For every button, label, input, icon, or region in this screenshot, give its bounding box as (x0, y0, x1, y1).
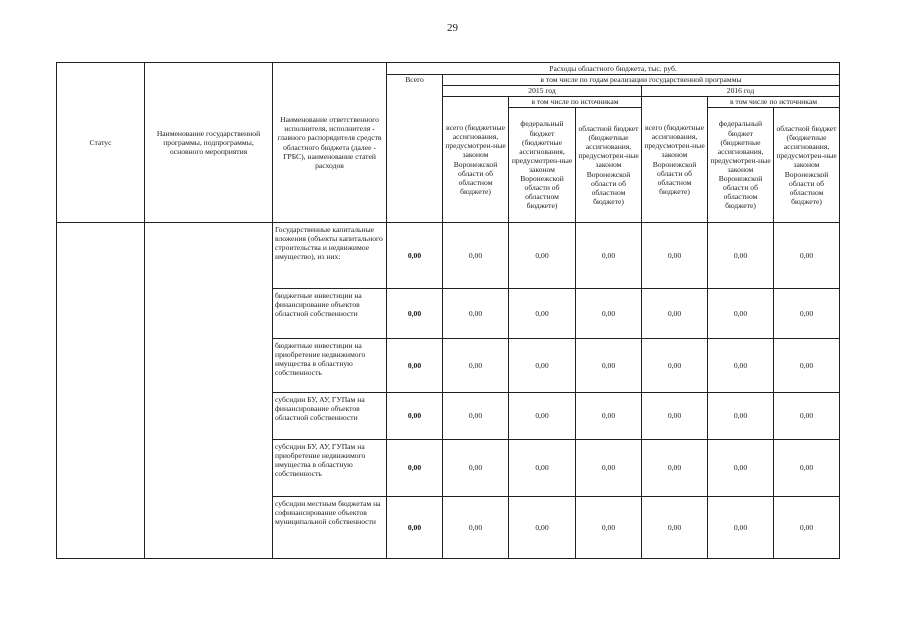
row-value: 0,00 (443, 440, 509, 497)
row-value: 0,00 (443, 289, 509, 339)
col-federal-2015: федеральный бюджет (бюджетные ассигнования, предусмотрен-ные законом Воронежской области об областном бюджете) (509, 108, 576, 223)
row-value: 0,00 (576, 440, 642, 497)
row-value: 0,00 (642, 393, 708, 440)
row-value: 0,00 (774, 339, 840, 393)
row-value: 0,00 (509, 393, 576, 440)
row-value: 0,00 (576, 393, 642, 440)
row-value: 0,00 (774, 497, 840, 559)
row-value: 0,00 (576, 289, 642, 339)
program-name-cell (145, 223, 273, 559)
row-value: 0,00 (708, 223, 774, 289)
row-value: 0,00 (708, 393, 774, 440)
col-total-2016: всего (бюджетные ассигнования, предусмотрен-ные законом Воронежской области об областном бюджете) (642, 97, 708, 223)
page-number: 29 (447, 22, 458, 34)
row-value: 0,00 (387, 393, 443, 440)
row-value: 0,00 (642, 497, 708, 559)
row-value: 0,00 (774, 223, 840, 289)
by-sources-2016: в том числе по источникам (708, 97, 840, 108)
row-value: 0,00 (509, 440, 576, 497)
row-value: 0,00 (642, 440, 708, 497)
col-regional-2016: областной бюджет (бюджетные ассигнования, предусмотрен-ные законом Воронежской области об областном бюджете) (774, 108, 840, 223)
budget-table (56, 62, 840, 559)
row-value: 0,00 (708, 339, 774, 393)
year-2016-header: 2016 год (642, 86, 840, 97)
row-value: 0,00 (509, 223, 576, 289)
row-value: 0,00 (708, 497, 774, 559)
row-value: 0,00 (387, 223, 443, 289)
row-value: 0,00 (708, 289, 774, 339)
row-name: бюджетные инвестиции на приобретение недвижимого имущества в областную собственность (273, 339, 387, 393)
row-value: 0,00 (443, 497, 509, 559)
row-value: 0,00 (642, 289, 708, 339)
row-value: 0,00 (387, 497, 443, 559)
row-name: бюджетные инвестиции на финансирование объектов областной собственности (273, 289, 387, 339)
row-value: 0,00 (642, 339, 708, 393)
row-value: 0,00 (642, 223, 708, 289)
row-value: 0,00 (387, 440, 443, 497)
row-value: 0,00 (387, 339, 443, 393)
row-name: Государственные капитальные вложения (объекты капитального строительства и недвижимое имущество), из них: (273, 223, 387, 289)
status-cell (57, 223, 145, 559)
total-header: Всего (387, 75, 443, 223)
row-name: субсидии БУ, АУ, ГУПам на финансирование объектов областной собственности (273, 393, 387, 440)
table-row (57, 223, 840, 289)
col-regional-2015: областной бюджет (бюджетные ассигнования, предусмотрен-ные законом Воронежской области об областном бюджете) (576, 108, 642, 223)
by-sources-2015: в том числе по источникам (509, 97, 642, 108)
row-value: 0,00 (443, 393, 509, 440)
by-years-header: в том числе по годам реализации государственной программы (443, 75, 840, 86)
responsible-header: Наименование ответственного исполнителя, исполнителя - главного распорядителя средств областного бюджета (далее - ГРБС), наименование статей расходов (273, 63, 387, 223)
row-value: 0,00 (576, 497, 642, 559)
row-value: 0,00 (443, 339, 509, 393)
row-value: 0,00 (774, 440, 840, 497)
col-federal-2016: федеральный бюджет (бюджетные ассигнования, предусмотрен-ные законом Воронежской области об областном бюджете) (708, 108, 774, 223)
row-value: 0,00 (509, 497, 576, 559)
row-value: 0,00 (576, 223, 642, 289)
status-header: Статус (57, 63, 145, 223)
row-value: 0,00 (774, 289, 840, 339)
row-value: 0,00 (387, 289, 443, 339)
row-value: 0,00 (443, 223, 509, 289)
row-value: 0,00 (774, 393, 840, 440)
header-row-1 (57, 63, 840, 75)
col-total-2015: всего (бюджетные ассигнования, предусмотрен-ные законом Воронежской области об областном бюджете) (443, 97, 509, 223)
year-2015-header: 2015 год (443, 86, 642, 97)
row-name: субсидии БУ, АУ, ГУПам на приобретение недвижимого имущества в областную собственность (273, 440, 387, 497)
row-value: 0,00 (576, 339, 642, 393)
row-name: субсидии местным бюджетам на софинансирование объектов муниципальной собственности (273, 497, 387, 559)
expenses-title: Расходы областного бюджета, тыс. руб. (387, 63, 840, 75)
row-value: 0,00 (708, 440, 774, 497)
row-value: 0,00 (509, 289, 576, 339)
row-value: 0,00 (509, 339, 576, 393)
program-name-header: Наименование государственной программы, подпрограммы, основного мероприятия (145, 63, 273, 223)
